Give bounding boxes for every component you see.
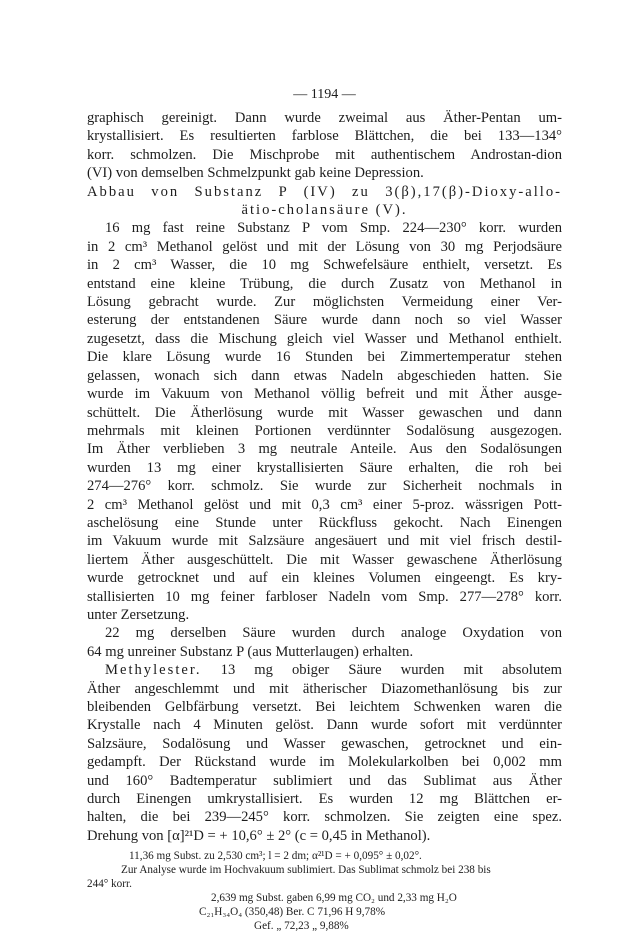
text-line: gelassen, wonach sich dann etwas Nadeln abgeschieden hatten. Sie bbox=[87, 367, 562, 384]
text-line: wurde getrocknet und auf ein kleines Volumen eingeengt. Es kry- bbox=[87, 570, 562, 587]
text-line: durch Einengen umkrystallisiert. Es wurden 12 mg Blättchen er- bbox=[87, 791, 562, 808]
text-line: in 2 cm³ Wasser, die 10 mg Schwefelsäure enthielt, versetzt. Es bbox=[87, 257, 562, 274]
text-line: 16 mg fast reine Substanz P vom Smp. 224—230° korr. wurden bbox=[105, 220, 562, 237]
text-line: 22 mg derselben Säure wurden durch analoge Oxydation von bbox=[105, 625, 562, 642]
text-line: krystallisiert. Es resultierten farblose Blättchen, die bei 133—134° bbox=[87, 128, 562, 145]
text-line: Krystalle nach 4 Minuten gelöst. Dann wurde sofort mit verdünnter bbox=[87, 717, 562, 734]
footnote-line: 2,639 mg Subst. gaben 6,99 mg CO₂ und 2,33 mg H₂O bbox=[211, 892, 457, 905]
text-line: bleibenden Gelbfärbung versetzt. Bei leichtem Schwenken waren die bbox=[87, 699, 562, 715]
text-line: und 160° Badtemperatur sublimiert und das Sublimat aus Äther bbox=[87, 772, 562, 789]
text-line: mehrmals mit kleinen Portionen verdünnter Sodalösung ausgezogen. bbox=[87, 422, 562, 439]
text-line: Salzsäure, Sodalösung und Wasser gewaschen, getrocknet und ein- bbox=[87, 735, 562, 752]
footnote-line: Gef. „ 72,23 „ 9,88% bbox=[254, 920, 349, 933]
text-line: esterung der entstandenen Säure wurde dann noch so viel Wasser bbox=[87, 312, 562, 329]
text-line: korr. schmolzen. Die Mischprobe mit authentischem Androstan-dion bbox=[87, 146, 562, 163]
section-heading: Abbau von Substanz P (IV) zu 3(β),17(β)-Dioxy-allo- bbox=[87, 183, 562, 200]
body-text bbox=[87, 109, 562, 845]
text-line: unter Zersetzung. bbox=[87, 606, 190, 623]
page-number: — 1194 — bbox=[293, 87, 356, 102]
footnote-line: Zur Analyse wurde im Hochvakuum sublimiert. Das Sublimat schmolz bei 238 bis bbox=[121, 864, 491, 877]
section-heading-cont: ätio-cholansäure (V). bbox=[241, 202, 408, 219]
text-line: aschelösung eine Stunde unter Rückfluss gekocht. Nach Einengen bbox=[87, 514, 562, 531]
footnote-line: 244° korr. bbox=[87, 878, 132, 891]
text-line: im Vakuum wurde mit Salzsäure angesäuert und mit viel frisch destil- bbox=[87, 533, 562, 550]
text-line: wurde im Vakuum von Methanol völlig befreit und mit Äther ausge- bbox=[87, 386, 562, 403]
footnote-line: C₂₁H₃₄O₄ (350,48) Ber. C 71,96 H 9,78% bbox=[199, 906, 386, 919]
text-line: gedampft. Der Rückstand wurde im Molekularkolben bei 0,002 mm bbox=[87, 754, 562, 771]
text-line: stallisierten 10 mg feiner farbloser Nadeln vom Smp. 277—278° korr. bbox=[87, 588, 562, 605]
text-line: Lösung gebracht wurde. Zur möglichsten Vermeidung einer Ver- bbox=[87, 294, 562, 311]
text-line: Die klare Lösung wurde 16 Stunden bei Zimmertemperatur stehen bbox=[87, 349, 562, 366]
text-line: graphisch gereinigt. Dann wurde zweimal aus Äther-Pentan um- bbox=[87, 110, 562, 126]
text-line: (VI) von demselben Schmelzpunkt gab keine Depression. bbox=[87, 165, 424, 182]
text-line: Im Äther verblieben 3 mg neutrale Anteile. Aus den Sodalösungen bbox=[87, 441, 562, 458]
text-line: wurden 13 mg einer krystallisierten Säure erhalten, die roh bei bbox=[87, 459, 562, 476]
footnote-block bbox=[87, 849, 562, 933]
text-line: 64 mg unreiner Substanz P (aus Mutterlaugen) erhalten. bbox=[87, 643, 414, 660]
text-line: zugesetzt, dass die Mischung gleich viel Wasser und Methanol enthielt. bbox=[87, 330, 562, 347]
text-line: Äther angeschlemmt und mit ätherischer Diazomethanlösung bis zur bbox=[87, 680, 562, 697]
subsection-heading: Methylester. bbox=[105, 662, 202, 679]
text-line-run: 13 mg obiger Säure wurden mit absolutem bbox=[220, 662, 563, 679]
text-line: entstand eine kleine Trübung, die durch Zusatz von Methanol in bbox=[87, 275, 562, 292]
text-line bbox=[87, 661, 562, 679]
footnote-line: 11,36 mg Subst. zu 2,530 cm³; l = 2 dm; α²¹D = + 0,095° ± 0,02°. bbox=[129, 850, 422, 863]
text-line: liertem Äther ausgeschüttelt. Die mit Wasser gewaschene Ätherlösung bbox=[87, 551, 562, 568]
text-line: in 2 cm³ Methanol gelöst und mit der Lösung von 30 mg Perjodsäure bbox=[87, 238, 562, 255]
text-line: halten, die bei 239—245° korr. schmolzen. Sie zeigten eine spez. bbox=[87, 809, 562, 826]
text-line: 274—276° korr. schmolz. Sie wurde zur Sicherheit nochmals in bbox=[87, 478, 562, 495]
text-line: schüttelt. Die Ätherlösung wurde mit Wasser gewaschen und dann bbox=[87, 404, 562, 421]
text-line: Drehung von [α]²¹D = + 10,6° ± 2° (c = 0,45 in Methanol). bbox=[87, 827, 431, 844]
text-line: 2 cm³ Methanol gelöst und mit 0,3 cm³ einer 5-proz. wässrigen Pott- bbox=[87, 496, 562, 513]
